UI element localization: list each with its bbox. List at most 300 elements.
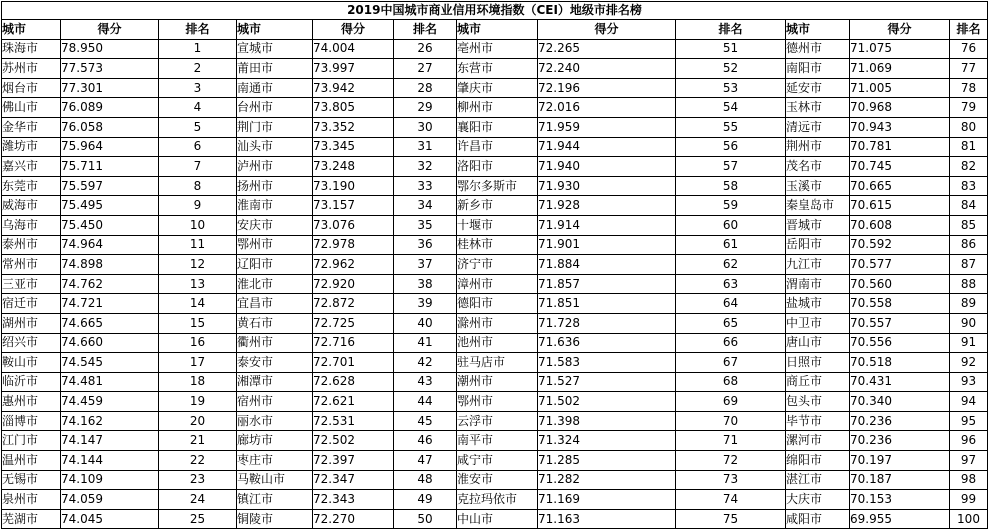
score-cell: 73.076 [313,215,394,235]
score-cell: 74.459 [61,392,159,412]
score-cell: 71.527 [538,372,676,392]
ranking-table [1,1,988,529]
rank-cell: 49 [394,490,457,510]
city-cell: 岳阳市 [786,235,850,255]
city-cell: 绍兴市 [2,333,61,353]
rank-cell: 34 [394,196,457,216]
rank-cell: 75 [676,509,786,529]
city-cell: 延安市 [786,78,850,98]
score-cell: 77.301 [61,78,159,98]
city-cell: 潮州市 [457,372,538,392]
score-cell: 74.481 [61,372,159,392]
rank-cell: 23 [159,470,237,490]
city-cell: 佛山市 [2,98,61,118]
header-city: 城市 [457,20,538,40]
score-cell: 71.069 [850,59,950,79]
table-row [2,451,988,471]
city-cell: 玉溪市 [786,176,850,196]
score-cell: 74.660 [61,333,159,353]
table-row [2,509,988,529]
rank-cell: 21 [159,431,237,451]
rank-cell: 26 [394,39,457,59]
city-cell: 襄阳市 [457,117,538,137]
rank-cell: 58 [676,176,786,196]
rank-cell: 56 [676,137,786,157]
score-cell: 71.398 [538,411,676,431]
rank-cell: 47 [394,451,457,471]
score-cell: 72.270 [313,509,394,529]
rank-cell: 33 [394,176,457,196]
city-cell: 三亚市 [2,274,61,294]
rank-cell: 89 [950,294,988,314]
city-cell: 鄂州市 [237,235,313,255]
rank-cell: 66 [676,333,786,353]
score-cell: 72.502 [313,431,394,451]
score-cell: 71.884 [538,255,676,275]
rank-cell: 70 [676,411,786,431]
city-cell: 淄博市 [2,411,61,431]
score-cell: 76.058 [61,117,159,137]
city-cell: 泉州市 [2,490,61,510]
header-city: 城市 [786,20,850,40]
score-cell: 72.347 [313,470,394,490]
rank-cell: 12 [159,255,237,275]
rank-cell: 24 [159,490,237,510]
score-cell: 71.636 [538,333,676,353]
city-cell: 中卫市 [786,313,850,333]
score-cell: 74.147 [61,431,159,451]
rank-cell: 32 [394,157,457,177]
rank-cell: 41 [394,333,457,353]
rank-cell: 1 [159,39,237,59]
score-cell: 74.545 [61,353,159,373]
city-cell: 渭南市 [786,274,850,294]
city-cell: 荆州市 [786,137,850,157]
city-cell: 绵阳市 [786,451,850,471]
city-cell: 玉林市 [786,98,850,118]
city-cell: 云浮市 [457,411,538,431]
city-cell: 烟台市 [2,78,61,98]
table-row [2,372,988,392]
city-cell: 新乡市 [457,196,538,216]
score-cell: 71.728 [538,313,676,333]
city-cell: 滁州市 [457,313,538,333]
rank-cell: 92 [950,353,988,373]
rank-cell: 72 [676,451,786,471]
city-cell: 秦皇岛市 [786,196,850,216]
rank-cell: 4 [159,98,237,118]
city-cell: 衢州市 [237,333,313,353]
score-cell: 71.324 [538,431,676,451]
score-cell: 74.721 [61,294,159,314]
city-cell: 大庆市 [786,490,850,510]
header-rank: 排名 [950,20,988,40]
rank-cell: 52 [676,59,786,79]
city-cell: 莆田市 [237,59,313,79]
score-cell: 70.236 [850,431,950,451]
rank-cell: 68 [676,372,786,392]
city-cell: 常州市 [2,255,61,275]
city-cell: 无锡市 [2,470,61,490]
city-cell: 漯河市 [786,431,850,451]
rank-cell: 98 [950,470,988,490]
rank-cell: 90 [950,313,988,333]
score-cell: 74.964 [61,235,159,255]
header-score: 得分 [850,20,950,40]
score-cell: 74.144 [61,451,159,471]
table-row [2,137,988,157]
score-cell: 70.558 [850,294,950,314]
city-cell: 南平市 [457,431,538,451]
rank-cell: 78 [950,78,988,98]
rank-cell: 2 [159,59,237,79]
rank-cell: 5 [159,117,237,137]
city-cell: 台州市 [237,98,313,118]
rank-cell: 9 [159,196,237,216]
rank-cell: 19 [159,392,237,412]
score-cell: 75.495 [61,196,159,216]
table-body [2,39,988,529]
table-row [2,490,988,510]
score-cell: 74.059 [61,490,159,510]
score-cell: 74.045 [61,509,159,529]
score-cell: 70.592 [850,235,950,255]
rank-cell: 31 [394,137,457,157]
score-cell: 74.898 [61,255,159,275]
score-cell: 72.725 [313,313,394,333]
score-cell: 70.518 [850,353,950,373]
score-cell: 70.968 [850,98,950,118]
city-cell: 乌海市 [2,215,61,235]
score-cell: 71.959 [538,117,676,137]
rank-cell: 18 [159,372,237,392]
rank-cell: 30 [394,117,457,137]
rank-cell: 35 [394,215,457,235]
city-cell: 克拉玛依市 [457,490,538,510]
header-score: 得分 [313,20,394,40]
city-cell: 肇庆市 [457,78,538,98]
score-cell: 75.597 [61,176,159,196]
table-row [2,313,988,333]
rank-cell: 48 [394,470,457,490]
rank-cell: 76 [950,39,988,59]
score-cell: 72.920 [313,274,394,294]
rank-cell: 16 [159,333,237,353]
table-row [2,157,988,177]
score-cell: 72.716 [313,333,394,353]
rank-cell: 54 [676,98,786,118]
city-cell: 黄石市 [237,313,313,333]
score-cell: 70.187 [850,470,950,490]
city-cell: 泸州市 [237,157,313,177]
city-cell: 临沂市 [2,372,61,392]
score-cell: 74.109 [61,470,159,490]
city-cell: 茂名市 [786,157,850,177]
rank-cell: 97 [950,451,988,471]
score-cell: 70.556 [850,333,950,353]
score-cell: 71.583 [538,353,676,373]
city-cell: 铜陵市 [237,509,313,529]
table-row [2,294,988,314]
table-row [2,274,988,294]
city-cell: 亳州市 [457,39,538,59]
score-cell: 72.978 [313,235,394,255]
rank-cell: 38 [394,274,457,294]
city-cell: 珠海市 [2,39,61,59]
rank-cell: 88 [950,274,988,294]
rank-cell: 87 [950,255,988,275]
score-cell: 70.943 [850,117,950,137]
city-cell: 淮南市 [237,196,313,216]
table-row [2,98,988,118]
city-cell: 南阳市 [786,59,850,79]
city-cell: 湛江市 [786,470,850,490]
city-cell: 宿州市 [237,392,313,412]
rank-cell: 91 [950,333,988,353]
city-cell: 芜湖市 [2,509,61,529]
score-cell: 74.162 [61,411,159,431]
score-cell: 73.942 [313,78,394,98]
rank-cell: 65 [676,313,786,333]
rank-cell: 95 [950,411,988,431]
rank-cell: 83 [950,176,988,196]
score-cell: 71.930 [538,176,676,196]
city-cell: 驻马店市 [457,353,538,373]
city-cell: 洛阳市 [457,157,538,177]
header-rank: 排名 [159,20,237,40]
city-cell: 毕节市 [786,411,850,431]
rank-cell: 22 [159,451,237,471]
table-row [2,215,988,235]
score-cell: 70.340 [850,392,950,412]
score-cell: 72.628 [313,372,394,392]
city-cell: 威海市 [2,196,61,216]
rank-cell: 63 [676,274,786,294]
rank-cell: 8 [159,176,237,196]
city-cell: 金华市 [2,117,61,137]
score-cell: 71.851 [538,294,676,314]
rank-cell: 50 [394,509,457,529]
city-cell: 温州市 [2,451,61,471]
score-cell: 70.577 [850,255,950,275]
score-cell: 69.955 [850,509,950,529]
city-cell: 潍坊市 [2,137,61,157]
score-cell: 71.169 [538,490,676,510]
rank-cell: 86 [950,235,988,255]
rank-cell: 82 [950,157,988,177]
city-cell: 漳州市 [457,274,538,294]
score-cell: 73.190 [313,176,394,196]
city-cell: 安庆市 [237,215,313,235]
score-cell: 76.089 [61,98,159,118]
rank-cell: 77 [950,59,988,79]
score-cell: 72.240 [538,59,676,79]
city-cell: 许昌市 [457,137,538,157]
score-cell: 72.397 [313,451,394,471]
rank-cell: 17 [159,353,237,373]
rank-cell: 62 [676,255,786,275]
rank-cell: 67 [676,353,786,373]
city-cell: 宿迁市 [2,294,61,314]
rank-cell: 73 [676,470,786,490]
city-cell: 日照市 [786,353,850,373]
rank-cell: 60 [676,215,786,235]
city-cell: 柳州市 [457,98,538,118]
rank-cell: 59 [676,196,786,216]
city-cell: 中山市 [457,509,538,529]
city-cell: 宣城市 [237,39,313,59]
rank-cell: 29 [394,98,457,118]
table-row [2,59,988,79]
city-cell: 枣庄市 [237,451,313,471]
city-cell: 德州市 [786,39,850,59]
city-cell: 淮北市 [237,274,313,294]
score-cell: 72.016 [538,98,676,118]
score-cell: 70.236 [850,411,950,431]
header-rank: 排名 [394,20,457,40]
score-cell: 71.282 [538,470,676,490]
score-cell: 71.901 [538,235,676,255]
city-cell: 包头市 [786,392,850,412]
city-cell: 宜昌市 [237,294,313,314]
rank-cell: 57 [676,157,786,177]
score-cell: 75.711 [61,157,159,177]
score-cell: 71.163 [538,509,676,529]
score-cell: 72.265 [538,39,676,59]
city-cell: 辽阳市 [237,255,313,275]
city-cell: 湘潭市 [237,372,313,392]
city-cell: 鞍山市 [2,353,61,373]
rank-cell: 81 [950,137,988,157]
score-cell: 71.940 [538,157,676,177]
score-cell: 71.005 [850,78,950,98]
score-cell: 72.531 [313,411,394,431]
header-city: 城市 [2,20,61,40]
rank-cell: 64 [676,294,786,314]
rank-cell: 27 [394,59,457,79]
score-cell: 72.701 [313,353,394,373]
score-cell: 72.621 [313,392,394,412]
city-cell: 南通市 [237,78,313,98]
city-cell: 扬州市 [237,176,313,196]
rank-cell: 74 [676,490,786,510]
score-cell: 74.004 [313,39,394,59]
rank-cell: 85 [950,215,988,235]
city-cell: 泰安市 [237,353,313,373]
rank-cell: 20 [159,411,237,431]
rank-cell: 37 [394,255,457,275]
score-cell: 71.944 [538,137,676,157]
score-cell: 75.964 [61,137,159,157]
header-score: 得分 [538,20,676,40]
city-cell: 桂林市 [457,235,538,255]
rank-cell: 42 [394,353,457,373]
score-cell: 72.343 [313,490,394,510]
score-cell: 70.153 [850,490,950,510]
rank-cell: 7 [159,157,237,177]
score-cell: 70.560 [850,274,950,294]
score-cell: 70.557 [850,313,950,333]
rank-cell: 55 [676,117,786,137]
city-cell: 淮安市 [457,470,538,490]
rank-cell: 80 [950,117,988,137]
city-cell: 鄂尔多斯市 [457,176,538,196]
table-row [2,431,988,451]
score-cell: 73.248 [313,157,394,177]
header-city: 城市 [237,20,313,40]
rank-cell: 36 [394,235,457,255]
rank-cell: 43 [394,372,457,392]
city-cell: 唐山市 [786,333,850,353]
city-cell: 九江市 [786,255,850,275]
city-cell: 马鞍山市 [237,470,313,490]
score-cell: 70.431 [850,372,950,392]
score-cell: 72.196 [538,78,676,98]
score-cell: 71.285 [538,451,676,471]
city-cell: 汕头市 [237,137,313,157]
header-rank: 排名 [676,20,786,40]
score-cell: 73.157 [313,196,394,216]
rank-cell: 53 [676,78,786,98]
header-score: 得分 [61,20,159,40]
score-cell: 77.573 [61,59,159,79]
rank-cell: 3 [159,78,237,98]
rank-cell: 99 [950,490,988,510]
table-row [2,196,988,216]
score-cell: 73.805 [313,98,394,118]
city-cell: 咸宁市 [457,451,538,471]
city-cell: 商丘市 [786,372,850,392]
city-cell: 嘉兴市 [2,157,61,177]
rank-cell: 15 [159,313,237,333]
table-row [2,333,988,353]
rank-cell: 71 [676,431,786,451]
city-cell: 东营市 [457,59,538,79]
rank-cell: 25 [159,509,237,529]
rank-cell: 45 [394,411,457,431]
rank-cell: 69 [676,392,786,412]
city-cell: 盐城市 [786,294,850,314]
city-cell: 廊坊市 [237,431,313,451]
score-cell: 70.781 [850,137,950,157]
city-cell: 鄂州市 [457,392,538,412]
rank-cell: 51 [676,39,786,59]
table-row [2,78,988,98]
score-cell: 71.857 [538,274,676,294]
city-cell: 东莞市 [2,176,61,196]
rank-cell: 14 [159,294,237,314]
score-cell: 75.450 [61,215,159,235]
rank-cell: 79 [950,98,988,118]
score-cell: 71.502 [538,392,676,412]
city-cell: 咸阳市 [786,509,850,529]
score-cell: 70.665 [850,176,950,196]
table-row [2,255,988,275]
score-cell: 70.197 [850,451,950,471]
table-row [2,39,988,59]
score-cell: 71.914 [538,215,676,235]
table-row [2,392,988,412]
rank-cell: 100 [950,509,988,529]
rank-cell: 40 [394,313,457,333]
score-cell: 70.745 [850,157,950,177]
rank-cell: 84 [950,196,988,216]
rank-cell: 10 [159,215,237,235]
city-cell: 德阳市 [457,294,538,314]
score-cell: 72.872 [313,294,394,314]
score-cell: 71.075 [850,39,950,59]
rank-cell: 93 [950,372,988,392]
